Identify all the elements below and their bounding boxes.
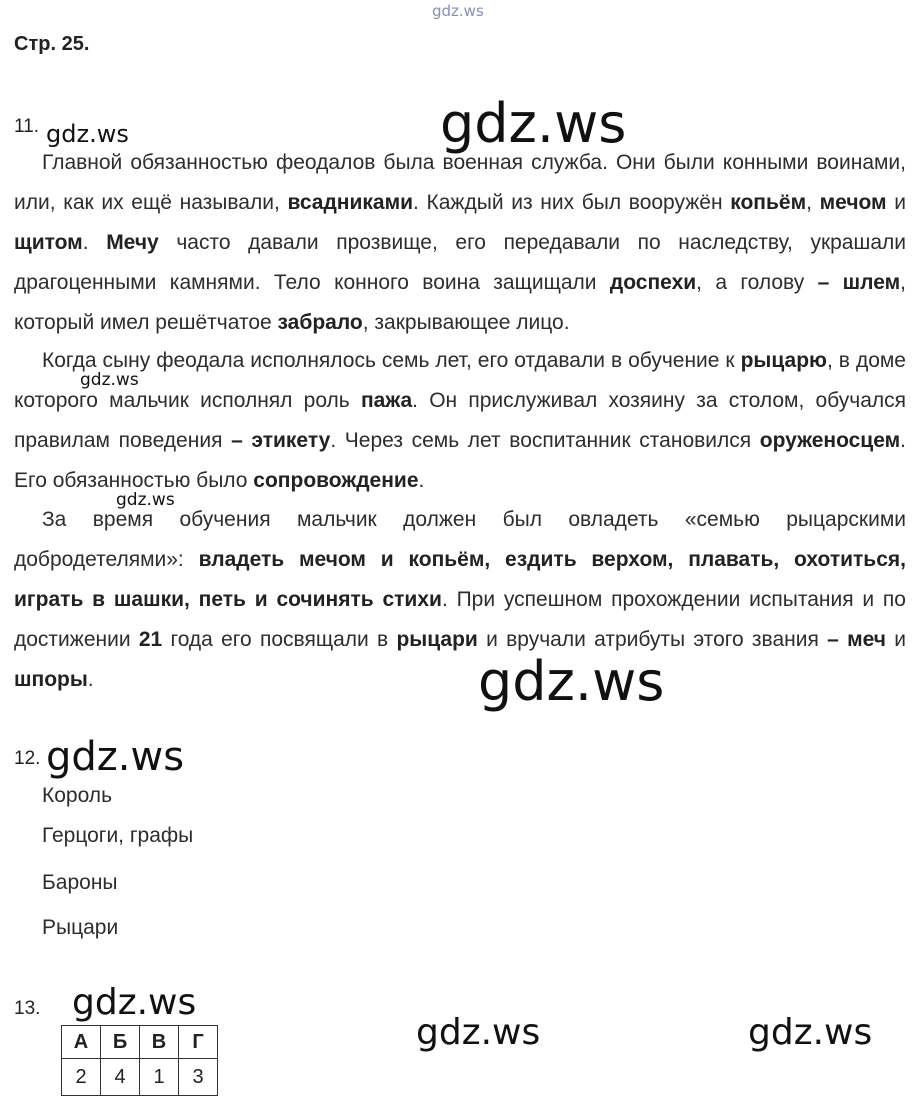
watermark-q12: gdz.ws bbox=[46, 734, 185, 780]
text-run: . Через семь лет воспитанник становился bbox=[330, 429, 760, 452]
text-run: . При успешном прохождении испытания и по достижении bbox=[14, 588, 906, 651]
term-shpory: шпоры bbox=[14, 668, 88, 691]
text-run: . Он прислуживал хозяину за столом, обучался правилам поведения bbox=[14, 389, 906, 452]
text-run: За время обучения мальчик должен был овладеть «семью рыцарскими добродетелями»: bbox=[14, 508, 906, 571]
text-run: , bbox=[806, 191, 820, 214]
question-13-number: 13. bbox=[14, 998, 41, 1019]
term-dospekhi: доспехи bbox=[609, 271, 697, 294]
text-run: и bbox=[886, 191, 906, 214]
text-run: , а голову bbox=[696, 271, 818, 294]
watermark-top: gdz.ws bbox=[432, 2, 484, 20]
q13-answer-table bbox=[61, 1025, 218, 1096]
text-run: . Его обязанностью было bbox=[14, 429, 906, 492]
table-header-cell: Б bbox=[101, 1026, 140, 1059]
table-header-cell: А bbox=[62, 1026, 101, 1059]
text-run: . bbox=[82, 231, 107, 254]
q11-paragraph-2 bbox=[14, 341, 906, 501]
term-soprovozhdenie: сопровождение bbox=[253, 469, 419, 492]
text-run: , который имел решётчатое bbox=[14, 271, 906, 334]
watermark-small-2: gdz.ws bbox=[116, 490, 175, 510]
term-zabralo: забрало bbox=[277, 311, 363, 334]
watermark-bottom-mid: gdz.ws bbox=[416, 1012, 541, 1053]
table-cell: 1 bbox=[140, 1059, 179, 1096]
list-item: Герцоги, графы bbox=[42, 824, 194, 847]
term-mech-attr: – меч bbox=[827, 628, 886, 651]
watermark-large-2: gdz.ws bbox=[478, 650, 665, 713]
text-run: часто давали прозвище, его передавали по наследству, украшали драгоценными камнями. Тело конного воина защищали bbox=[14, 231, 906, 294]
watermark-q13: gdz.ws bbox=[72, 982, 197, 1023]
table-header-row bbox=[62, 1026, 218, 1059]
page-number: Стр. 25. bbox=[14, 33, 90, 55]
watermark-q11: gdz.ws bbox=[46, 120, 129, 148]
table-cell: 4 bbox=[101, 1059, 140, 1096]
text-run: , закрывающее лицо. bbox=[362, 311, 570, 334]
text-run: , в доме которого мальчик исполнял роль bbox=[14, 349, 906, 412]
list-item: Бароны bbox=[42, 871, 118, 894]
list-item: Рыцари bbox=[42, 916, 119, 939]
term-shchit: щитом bbox=[14, 231, 83, 254]
term-mech: мечом bbox=[819, 191, 887, 214]
table-cell: 2 bbox=[62, 1059, 101, 1096]
text-run: Когда сыну феодала исполнялось семь лет, его отдавали в обучение к bbox=[42, 349, 741, 372]
text-run: . bbox=[87, 668, 94, 691]
term-virtues: владеть мечом и копьём, ездить верхом, плавать, охотиться, играть в шашки, петь и сочинять стихи bbox=[14, 548, 906, 611]
table-row bbox=[62, 1059, 218, 1096]
term-pazha: пажа bbox=[360, 389, 413, 412]
watermark-small-1: gdz.ws bbox=[80, 370, 139, 390]
table-header-cell: В bbox=[140, 1026, 179, 1059]
text-run: Главной обязанностью феодалов была военная служба. Они были конными воинами, или, как их ещё называли, bbox=[14, 151, 906, 214]
term-rytsaryu: рыцарю bbox=[740, 349, 827, 372]
term-vsadniki: всадниками bbox=[287, 191, 414, 214]
question-11-number: 11. bbox=[14, 116, 40, 137]
text-run: и вручали атрибуты этого звания bbox=[477, 628, 828, 651]
text-run: года его посвящали в bbox=[162, 628, 397, 651]
term-mechu: Мечу bbox=[106, 231, 159, 254]
question-12-number: 12. bbox=[14, 748, 41, 769]
term-age: 21 bbox=[138, 628, 163, 651]
text-run: . bbox=[418, 469, 425, 492]
text-run: . Каждый из них был вооружён bbox=[413, 191, 731, 214]
term-kopyo: копьём bbox=[730, 191, 807, 214]
q11-paragraph-3 bbox=[14, 500, 906, 700]
term-shlem: – шлем bbox=[817, 271, 901, 294]
term-etiket: – этикету bbox=[231, 429, 331, 452]
table-header-cell: Г bbox=[179, 1026, 218, 1059]
q11-paragraph-1 bbox=[14, 143, 906, 343]
table-cell: 3 bbox=[179, 1059, 218, 1096]
term-rytsari: рыцари bbox=[396, 628, 478, 651]
term-oruzhenosets: оруженосцем bbox=[759, 429, 901, 452]
list-item: Король bbox=[42, 784, 113, 807]
text-run: и bbox=[885, 628, 906, 651]
watermark-large-1: gdz.ws bbox=[440, 92, 627, 155]
watermark-bottom-right: gdz.ws bbox=[748, 1012, 873, 1053]
